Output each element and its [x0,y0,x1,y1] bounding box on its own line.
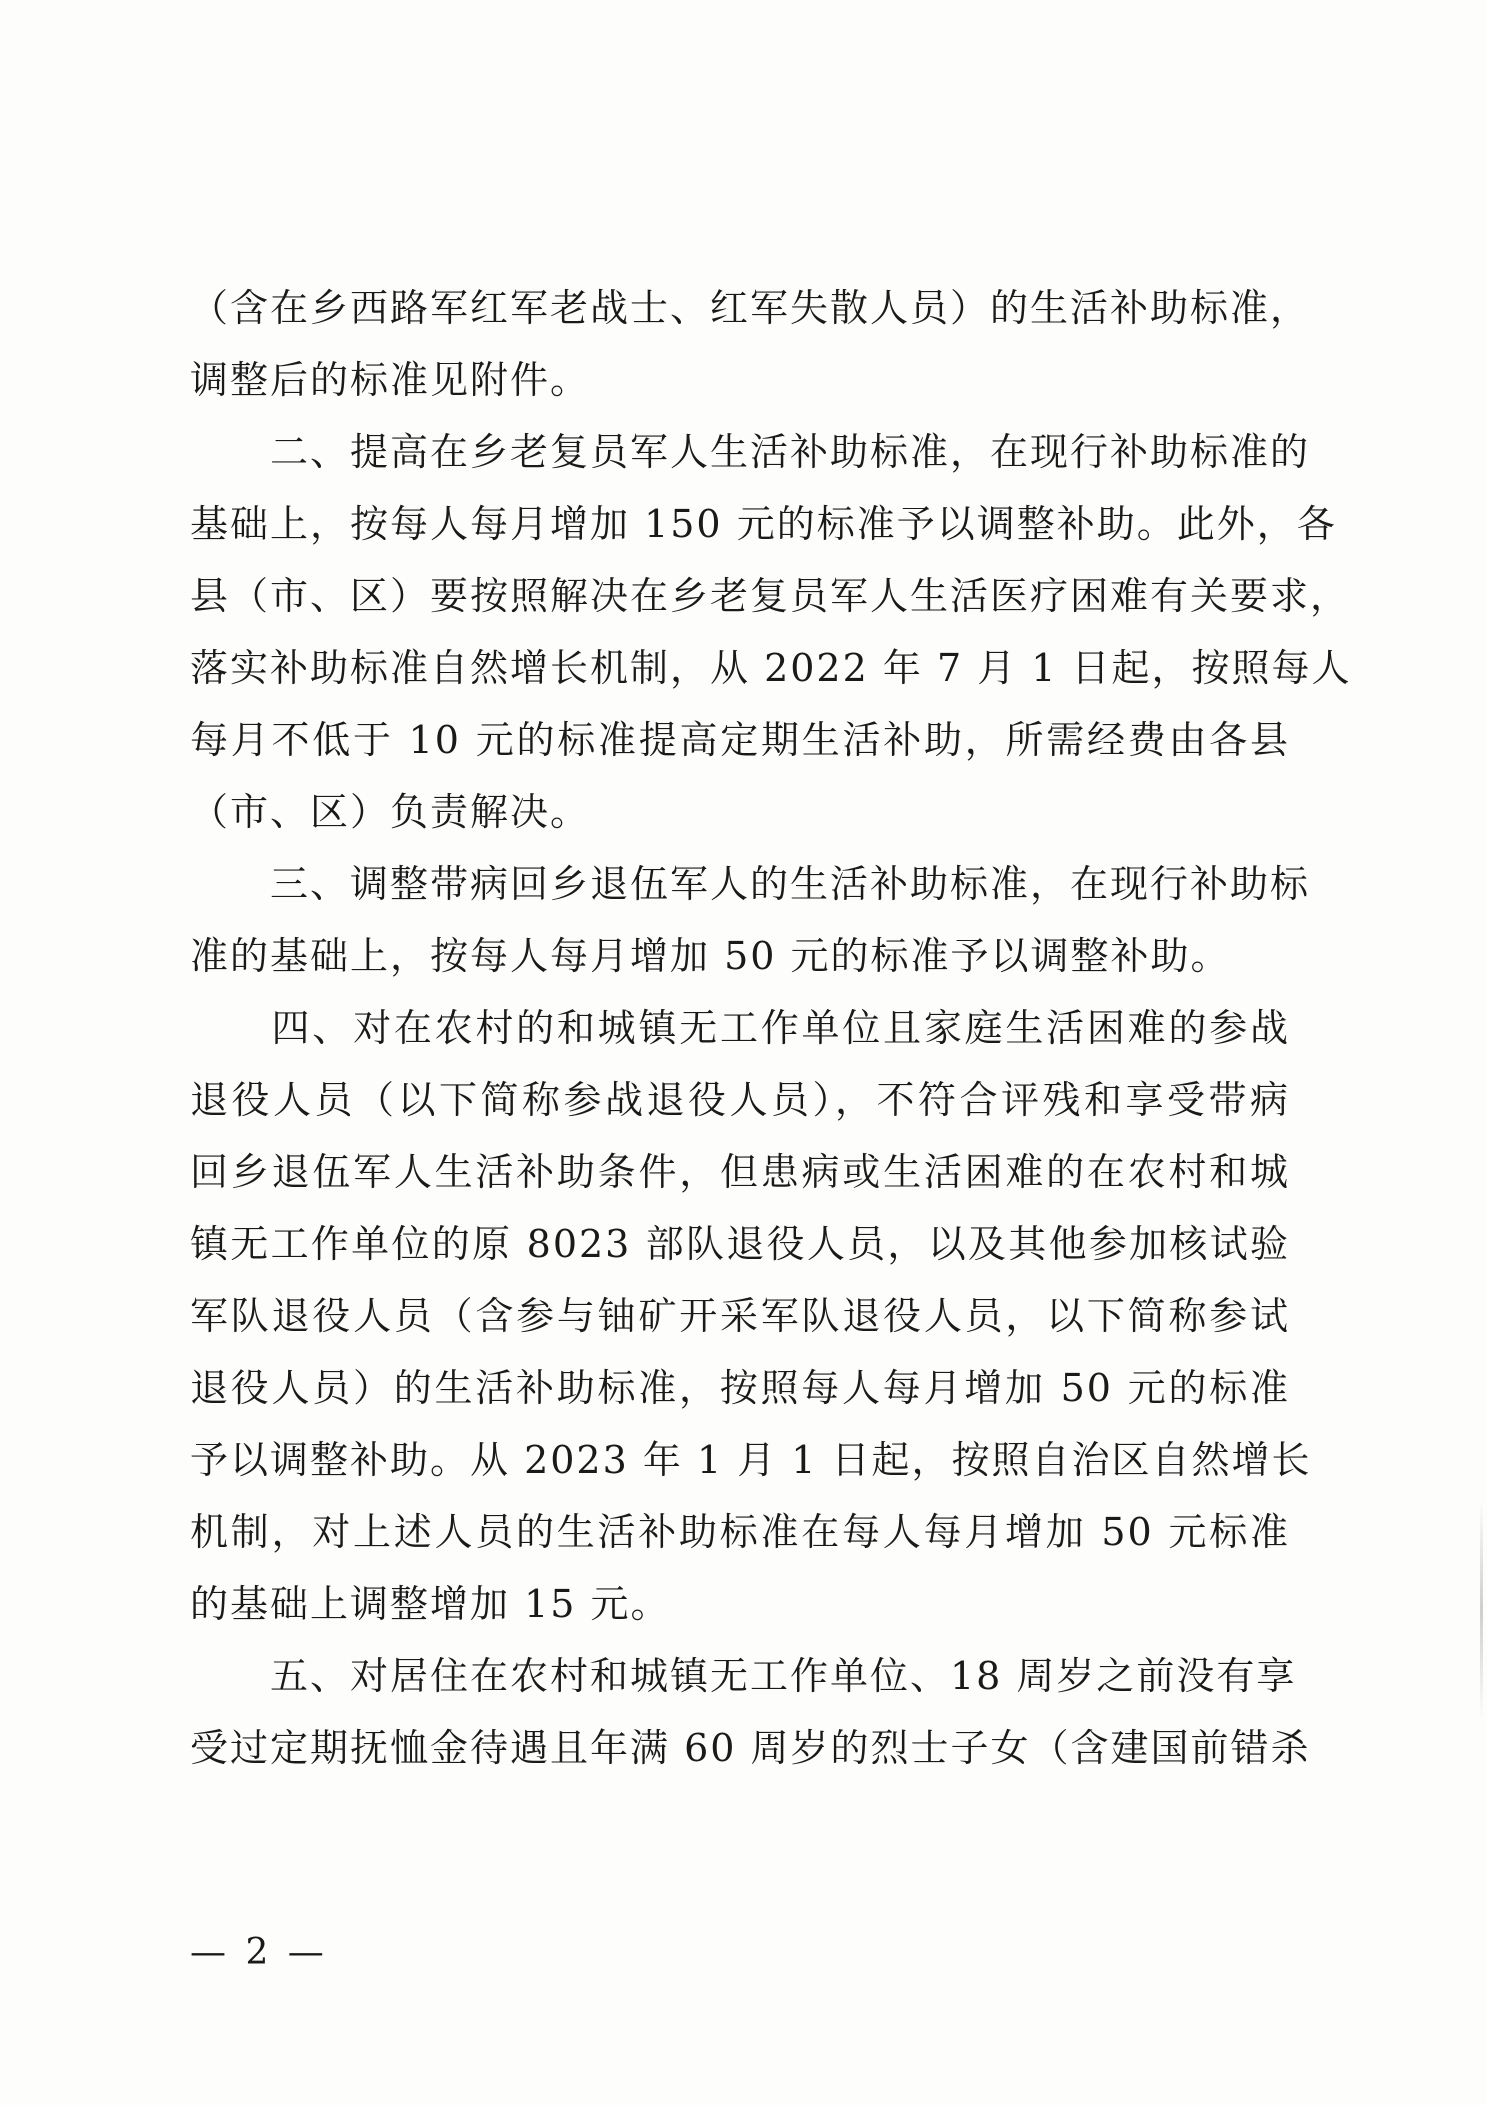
text-line: （市、区）负责解决。 [190,790,591,834]
text-line: 镇无工作单位的原 8023 部队退役人员，以及其他参加核试验 [190,1222,1290,1266]
text-line: 回乡退伍军人生活补助条件，但患病或生活困难的在农村和城 [190,1150,1290,1194]
text-line: 三、调整带病回乡退伍军人的生活补助标准，在现行补助标 [190,862,1311,906]
text-line: 四、对在农村的和城镇无工作单位且家庭生活困难的参战 [190,1006,1290,1050]
text-line: 准的基础上，按每人每月增加 50 元的标准予以调整补助。 [190,934,1231,978]
text-line: 每月不低于 10 元的标准提高定期生活补助，所需经费由各县 [190,718,1290,762]
text-line: 军队退役人员（含参与铀矿开采军队退役人员，以下简称参试 [190,1294,1290,1338]
text-line: 落实补助标准自然增长机制，从 2022 年 7 月 1 日起，按照每人 [190,646,1352,690]
text-line: 县（市、区）要按照解决在乡老复员军人生活医疗困难有关要求， [190,574,1351,618]
text-line: 予以调整补助。从 2023 年 1 月 1 日起，按照自治区自然增长 [190,1438,1312,1482]
text-line: 二、提高在乡老复员军人生活补助标准，在现行补助标准的 [190,430,1311,474]
text-line: 受过定期抚恤金待遇且年满 60 周岁的烈士子女（含建国前错杀 [190,1726,1311,1770]
text-line: 退役人员）的生活补助标准，按照每人每月增加 50 元的标准 [190,1366,1290,1410]
text-line: 机制，对上述人员的生活补助标准在每人每月增加 50 元标准 [190,1510,1290,1554]
text-line: （含在乡西路军红军老战士、红军失散人员）的生活补助标准， [190,286,1311,330]
text-line: 五、对居住在农村和城镇无工作单位、18 周岁之前没有享 [190,1654,1297,1698]
text-line: 退役人员（以下简称参战退役人员），不符合评残和享受带病 [190,1078,1290,1122]
page-number: — 2 — [190,1932,328,1973]
body-text [190,272,1352,1784]
text-line: 基础上，按每人每月增加 150 元的标准予以调整补助。此外，各 [190,502,1337,546]
text-line: 的基础上调整增加 15 元。 [190,1582,671,1626]
text-line: 调整后的标准见附件。 [190,358,591,402]
scan-edge-mark [1480,1500,1483,1720]
